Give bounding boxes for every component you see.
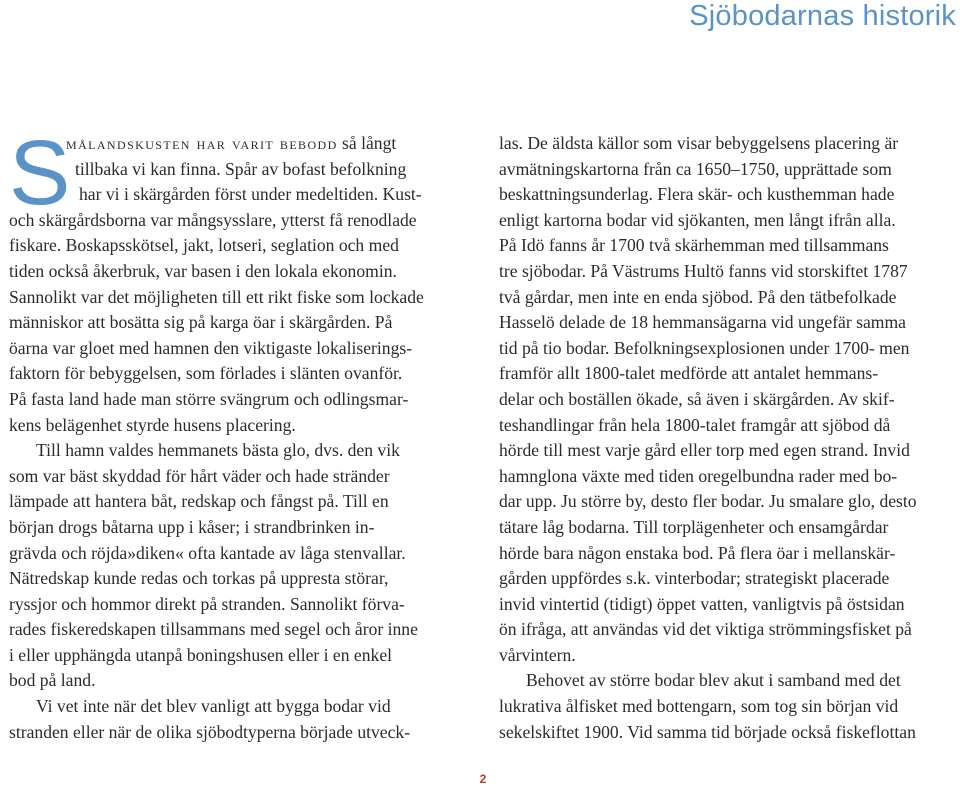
text-line: hörde bara någon enstaka bod. På flera öar i mellanskär- [499,542,896,563]
text-column-right [499,131,959,745]
text-line: beskattningsunderlag. Flera skär- och kusthemman hade [499,184,895,205]
text-line: tätare låg bodarna. Till torplägenheter och ensamgårdar [499,516,889,537]
text-line: som var bäst skyddad för hårt väder och hade stränder [9,465,390,486]
text-line: tid på tio bodar. Befolkningsexplosionen under 1700- men [499,337,910,358]
text-line: invid vintertid (tidigt) öppet vatten, vanligtvis på östsidan [499,593,905,614]
text-line: Till hamn valdes hemmanets bästa glo, dvs. den vik [36,440,400,461]
text-line: hamnglona växte med tiden oregelbundna rader med bo- [499,465,898,486]
text-line: två gårdar, men inte en enda sjöbod. På den tätbefolkade [499,286,897,307]
text-line: Vi vet inte när det blev vanligt att bygga bodar vid [36,696,391,717]
text-line: Hasselö delade de 18 hemmansägarna vid ungefär samma [499,312,906,333]
text-line: hörde till mest varje gård eller torp med egen strand. Invid [499,440,910,461]
text-line: öarna var gloet med hamnen den viktigaste lokaliserings- [9,337,413,358]
text-line: dar upp. Ju större by, desto fler bodar. Ju smalare glo, desto [499,491,917,512]
text-line: gården uppfördes s.k. vinterbodar; strategiskt placerade [499,568,890,589]
text-line: teshandlingar från hela 1800-talet framgår att sjöbod då [499,414,891,435]
text-line: har vi i skärgården först under medeltiden. Kust- [79,184,422,205]
text-line: tre sjöbodar. På Västrums Hultö fanns vid storskiftet 1787 [499,260,908,281]
text-line: början drogs båtarna upp i kåser; i strandbrinken in- [9,516,375,537]
text-line: ryssjor och hommor direkt på stranden. Sannolikt förva- [9,593,405,614]
text-line: fiskare. Boskapsskötsel, jakt, lotseri, seglation och med [9,235,399,256]
text-line: stranden eller när de olika sjöbodtyperna började utveck- [9,721,411,742]
text-line: ön ifråga, att användas vid det viktiga strömmingsfisket på [499,619,912,640]
text-line: Sannolikt var det möjligheten till ett rikt fiske som lockade [9,286,424,307]
text-line: och skärgårdsborna var mångsysslare, ytterst få renodlade [9,209,417,230]
text-line: På fasta land hade man större svängrum och odlingsmar- [9,388,409,409]
text-line: framför allt 1800-talet medförde att antalet hemmans- [499,363,879,384]
text-line: lämpade att hantera båt, redskap och fångst på. Till en [9,491,389,512]
page-title: Sjöbodarnas historik [689,0,956,32]
text-line: delar och boställen ökade, så även i skärgården. Av skif- [499,388,895,409]
text-run: så långt [337,133,397,153]
text-column-left [9,122,464,745]
text-line: vårvintern. [499,644,576,665]
small-caps-lead: målandskusten har varit bebodd [66,133,338,153]
text-line: faktorn för bebyggelsen, som förlades i slänten ovanför. [9,363,403,384]
text-line: På Idö fanns år 1700 två skärhemman med tillsammans [499,235,889,256]
text-line: tiden också åkerbruk, var basen i den lokala ekonomin. [9,260,397,281]
text-line: bod på land. [9,670,96,691]
text-line: lukrativa ålfisket med bottengarn, som tog sin början vid [499,696,899,717]
text-line: kens belägenhet styrde husens placering. [9,414,296,435]
text-line [9,131,464,157]
text-line: rades fiskeredskapen tillsammans med segel och åror inne [9,619,418,640]
page-number: 2 [479,772,487,786]
text-line: las. De äldsta källor som visar bebyggelsens placering är [499,133,899,153]
text-line: enligt kartorna bodar vid sjökanten, men långt ifrån alla. [499,209,896,230]
text-line: Nätredskap kunde redas och torkas på uppresta störar, [9,568,389,589]
text-line: människor att bosätta sig på karga öar i skärgården. På [9,312,393,333]
drop-cap: S [9,122,71,224]
text-line: i eller upphängda utanpå boningshusen eller i en enkel [9,644,393,665]
text-line: tillbaka vi kan finna. Spår av bofast befolkning [75,158,407,179]
text-line: sekelskiftet 1900. Vid samma tid började också fiskeflottan [499,721,916,742]
text-line: grävda och röjda»diken« ofta kantade av låga stenvallar. [9,542,406,563]
text-line: Behovet av större bodar blev akut i samband med det [526,670,901,691]
text-line: avmätningskartorna från ca 1650–1750, upprättade som [499,158,892,179]
